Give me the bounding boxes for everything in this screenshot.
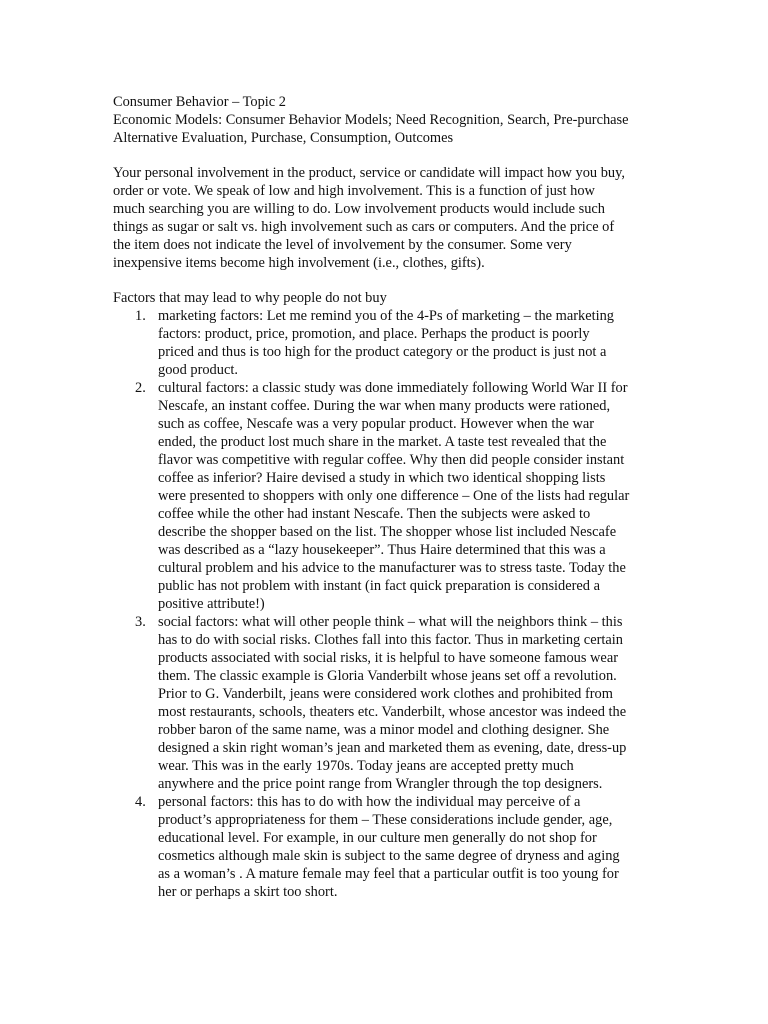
list-item-line: coffee as inferior? Haire devised a study in which two identical shopping lists — [158, 470, 606, 486]
list-item-line: such as coffee, Nescafe was a very popular product. However when the war — [158, 416, 595, 432]
list-item-line: her or perhaps a skirt too short. — [158, 884, 338, 900]
list-item-line: educational level. For example, in our culture men generally do not shop for — [158, 830, 597, 846]
list-item-line: designed a skin right woman’s jean and marketed them as evening, date, dress-up — [158, 740, 627, 756]
list-item-line: anywhere and the price point range from Wrangler through the top designers. — [158, 776, 603, 792]
list-item-line: wear. This was in the early 1970s. Today jeans are accepted pretty much — [158, 758, 574, 774]
intro-line: things as sugar or salt vs. high involvement such as cars or computers. And the price of — [113, 219, 615, 235]
list-item-line: Nescafe, an instant coffee. During the war when many products were rationed, — [158, 398, 611, 414]
list-item-line: as a woman’s . A mature female may feel that a particular outfit is too young for — [158, 866, 619, 882]
list-item-line: factors: product, price, promotion, and place. Perhaps the product is poorly — [158, 326, 590, 342]
list-item-line: them. The classic example is Gloria Vanderbilt whose jeans set off a revolution. — [158, 668, 617, 684]
intro-line: much searching you are willing to do. Low involvement products would include such — [113, 201, 605, 217]
list-item-line: most restaurants, schools, theaters etc. Vanderbilt, whose ancestor was indeed the — [158, 704, 627, 720]
list-item-line: flavor was competitive with regular coffee. Why then did people consider instant — [158, 452, 625, 468]
list-item-line: cultural problem and his advice to the manufacturer was to stress taste. Today the — [158, 560, 626, 576]
list-item-line: public has not problem with instant (in fact quick preparation is considered a — [158, 578, 600, 594]
intro-line: the item does not indicate the level of involvement by the consumer. Some very — [113, 237, 572, 253]
list-item-line: product’s appropriateness for them – These considerations include gender, age, — [158, 812, 613, 828]
header-line: Alternative Evaluation, Purchase, Consumption, Outcomes — [113, 130, 454, 146]
list-item-line: marketing factors: Let me remind you of the 4-Ps of marketing – the marketing — [158, 308, 614, 324]
list-item-line: ended, the product lost much share in the market. A taste test revealed that the — [158, 434, 607, 450]
factors-heading: Factors that may lead to why people do not buy — [113, 290, 387, 306]
intro-line: Your personal involvement in the product, service or candidate will impact how you buy, — [113, 165, 625, 181]
list-item-number: 1. — [135, 308, 146, 324]
list-item-line: coffee while the other had instant Nescafe. Then the subjects were asked to — [158, 506, 591, 522]
list-item-line: good product. — [158, 362, 238, 378]
list-item-number: 2. — [135, 380, 146, 396]
list-item-line: social factors: what will other people think – what will the neighbors think – this — [158, 614, 623, 630]
header-line: Consumer Behavior – Topic 2 — [113, 94, 286, 110]
list-item-line: positive attribute!) — [158, 596, 265, 612]
list-item-line: personal factors: this has to do with how the individual may perceive of a — [158, 794, 581, 810]
list-item-line: has to do with social risks. Clothes fall into this factor. Thus in marketing certain — [158, 632, 623, 648]
list-item-line: Prior to G. Vanderbilt, jeans were considered work clothes and prohibited from — [158, 686, 613, 702]
list-item-line: products associated with social risks, it is helpful to have someone famous wear — [158, 650, 618, 666]
list-item-line: priced and thus is too high for the product category or the product is just not a — [158, 344, 607, 360]
list-item-number: 4. — [135, 794, 146, 810]
list-item-line: cosmetics although male skin is subject to the same degree of dryness and aging — [158, 848, 620, 864]
list-item-number: 3. — [135, 614, 146, 630]
list-item-line: were presented to shoppers with only one difference – One of the lists had regular — [158, 488, 630, 504]
intro-line: inexpensive items become high involvement (i.e., clothes, gifts). — [113, 255, 485, 271]
list-item-line: describe the shopper based on the list. The shopper whose list included Nescafe — [158, 524, 617, 540]
intro-line: order or vote. We speak of low and high involvement. This is a function of just how — [113, 183, 595, 199]
header-line: Economic Models: Consumer Behavior Models; Need Recognition, Search, Pre-purchase — [113, 112, 629, 128]
list-item-line: was described as a “lazy housekeeper”. Thus Haire determined that this was a — [158, 542, 606, 558]
list-item-line: cultural factors: a classic study was done immediately following World War II for — [158, 380, 628, 396]
list-item-line: robber baron of the same name, was a minor model and clothing designer. She — [158, 722, 610, 738]
